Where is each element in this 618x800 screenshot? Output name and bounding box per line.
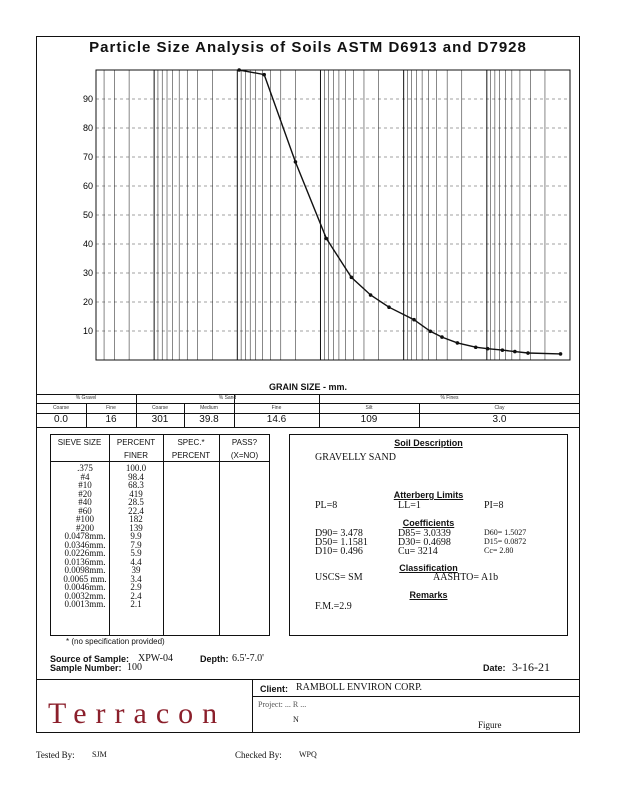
data-point bbox=[325, 237, 329, 241]
percent-finer-cell: 9.9 bbox=[130, 531, 142, 541]
y-tick-label: 10 bbox=[82, 326, 93, 336]
value-silt: 109 bbox=[360, 414, 378, 425]
source-label: Source of Sample: bbox=[50, 654, 130, 664]
checked-by-value: WPQ bbox=[299, 750, 317, 759]
atterberg-heading: Atterberg Limits bbox=[393, 490, 464, 500]
d50: D50= 1.1581 bbox=[315, 537, 368, 548]
sieve-size-cell: 0.0032mm. bbox=[64, 590, 106, 601]
d10: D10= 0.496 bbox=[315, 546, 363, 557]
sieve-size-cell: #200 bbox=[76, 522, 94, 533]
col-header-pass: PASS? (X=NO) bbox=[230, 438, 259, 460]
plasticity-index: PI=8 bbox=[484, 500, 504, 511]
data-point bbox=[486, 347, 490, 351]
percent-finer-cell: 139 bbox=[129, 522, 143, 533]
y-tick-label: 40 bbox=[82, 239, 93, 249]
y-tick-label: 60 bbox=[82, 181, 93, 191]
liquid-limit: LL=1 bbox=[398, 500, 421, 511]
coefficients-heading: Coefficients bbox=[402, 518, 455, 528]
percent-finer-cell: 2.4 bbox=[130, 590, 142, 601]
fines-header: % Fines bbox=[440, 395, 459, 401]
report-title: Particle Size Analysis of Soils ASTM D6913 and D7928 bbox=[89, 39, 527, 56]
data-point bbox=[429, 329, 433, 333]
sample-number-label: Sample Number: bbox=[50, 663, 122, 673]
subheader-fine-gravel: Fine bbox=[106, 405, 116, 411]
sieve-size-cell: 0.0346mm. bbox=[64, 539, 106, 550]
percent-finer-cell: 39 bbox=[131, 565, 141, 575]
y-tick-label: 70 bbox=[82, 152, 93, 162]
data-point bbox=[262, 73, 266, 77]
subheader-clay: Clay bbox=[494, 405, 505, 411]
fineness-modulus: F.M.=2.9 bbox=[315, 601, 352, 612]
sieve-size-cell: #100 bbox=[76, 514, 94, 524]
sieve-size-cell: #60 bbox=[78, 505, 92, 516]
d60: D60= 1.5027 bbox=[484, 528, 527, 537]
data-point bbox=[237, 68, 241, 72]
client-value: RAMBOLL ENVIRON CORP. bbox=[296, 682, 423, 693]
gravel-header: % Gravel bbox=[75, 395, 97, 401]
col-header-percent-finer: PERCENT FINER bbox=[116, 438, 156, 460]
uscs: USCS= SM bbox=[315, 572, 363, 583]
percent-finer-cell: 4.4 bbox=[130, 556, 142, 567]
tested-by-value: SJM bbox=[92, 750, 107, 759]
plastic-limit: PL=8 bbox=[315, 500, 338, 511]
sample-number-value: 100 bbox=[127, 662, 142, 673]
data-point bbox=[294, 160, 298, 164]
data-point bbox=[526, 351, 530, 355]
data-point bbox=[387, 305, 391, 309]
data-point bbox=[369, 293, 373, 297]
sieve-size-cell: #20 bbox=[78, 488, 92, 499]
data-point bbox=[513, 350, 517, 354]
d15: D15= 0.0872 bbox=[484, 537, 527, 546]
data-point bbox=[559, 352, 563, 356]
company-logo: Terracon bbox=[48, 697, 227, 730]
subheader-medium-sand: Medium bbox=[200, 405, 218, 411]
percent-finer-cell: 100.0 bbox=[125, 463, 147, 473]
d85: D85= 3.0339 bbox=[398, 528, 451, 539]
sieve-size-cell: 0.0136mm. bbox=[64, 556, 106, 567]
divider bbox=[252, 696, 580, 697]
divider bbox=[36, 679, 580, 680]
sieve-size-cell: 0.0065 mm. bbox=[63, 573, 107, 584]
y-tick-label: 80 bbox=[82, 123, 93, 133]
sieve-size-cell: #4 bbox=[80, 471, 90, 482]
d90: D90= 3.478 bbox=[315, 528, 363, 539]
percent-finer-cell: 68.3 bbox=[128, 480, 144, 490]
divider bbox=[36, 403, 580, 404]
percent-finer-column bbox=[109, 464, 163, 609]
date-label: Date: bbox=[483, 663, 506, 673]
project-line: Project: ... R ... bbox=[258, 700, 307, 709]
subheader-fine-sand: Fine bbox=[271, 405, 282, 411]
percent-finer-cell: 182 bbox=[129, 514, 143, 524]
value-coarse-gravel: 0.0 bbox=[54, 414, 68, 425]
gradation-chart bbox=[36, 60, 580, 380]
project-number: N bbox=[293, 715, 299, 724]
percent-finer-cell: 28.5 bbox=[128, 497, 144, 507]
value-fine-gravel: 16 bbox=[105, 414, 117, 425]
classification-heading: Classification bbox=[399, 563, 458, 573]
y-tick-label: 30 bbox=[82, 268, 93, 278]
data-point bbox=[501, 348, 505, 352]
percent-finer-cell: 2.1 bbox=[130, 599, 142, 609]
data-point bbox=[456, 341, 460, 345]
sieve-size-cell: .375 bbox=[77, 463, 93, 473]
sieve-size-cell: #40 bbox=[78, 497, 92, 507]
remarks-heading: Remarks bbox=[409, 590, 448, 600]
divider bbox=[252, 679, 253, 733]
subheader-coarse-gravel: Coarse bbox=[52, 405, 70, 411]
data-point bbox=[474, 345, 478, 349]
col-header-sieve-size: SIEVE SIZE bbox=[57, 438, 102, 447]
sand-header: % Sand bbox=[218, 395, 237, 401]
depth-value: 6.5'-7.0' bbox=[232, 653, 264, 664]
percent-finer-cell: 2.9 bbox=[130, 582, 142, 592]
divider bbox=[163, 434, 164, 636]
percent-finer-cell: 98.4 bbox=[128, 471, 144, 482]
percent-finer-cell: 3.4 bbox=[130, 573, 142, 584]
value-clay: 3.0 bbox=[492, 414, 507, 425]
figure-label: Figure bbox=[478, 720, 502, 730]
percent-finer-cell: 5.9 bbox=[130, 548, 142, 558]
sieve-size-cell: 0.0013mm. bbox=[64, 599, 106, 609]
data-point bbox=[350, 276, 354, 280]
depth-label: Depth: bbox=[200, 654, 229, 664]
date-value: 3-16-21 bbox=[512, 660, 550, 674]
soil-description-text: GRAVELLY SAND bbox=[315, 452, 396, 463]
d30: D30= 0.4698 bbox=[398, 537, 451, 548]
sieve-size-cell: #10 bbox=[78, 480, 92, 490]
soil-description-heading: Soil Description bbox=[394, 438, 463, 448]
spec-footnote: * (no specification provided) bbox=[66, 637, 165, 646]
value-coarse-sand: 301 bbox=[151, 414, 169, 425]
subheader-silt: Silt bbox=[365, 405, 373, 411]
data-point bbox=[440, 335, 444, 339]
source-value: XPW-04 bbox=[138, 653, 173, 664]
value-medium-sand: 39.8 bbox=[199, 414, 219, 425]
percent-finer-cell: 22.4 bbox=[128, 505, 144, 516]
tested-by-label: Tested By: bbox=[36, 750, 75, 760]
percent-finer-cell: 419 bbox=[129, 488, 143, 499]
col-header-spec-percent: SPEC.* PERCENT bbox=[171, 438, 211, 460]
cc: Cc= 2.80 bbox=[484, 546, 514, 555]
data-point bbox=[412, 318, 416, 322]
sieve-size-cell: 0.0226mm. bbox=[64, 548, 106, 558]
x-axis-label: GRAIN SIZE - mm. bbox=[268, 382, 347, 392]
sieve-size-cell: 0.0098mm. bbox=[64, 565, 106, 575]
divider bbox=[36, 427, 580, 428]
checked-by-label: Checked By: bbox=[235, 750, 282, 760]
client-label: Client: bbox=[260, 684, 288, 694]
percent-finer-cell: 7.9 bbox=[130, 539, 142, 550]
sieve-size-cell: 0.0478mm. bbox=[64, 531, 106, 541]
value-fine-sand: 14.6 bbox=[266, 414, 287, 425]
subheader-coarse-sand: Coarse bbox=[151, 405, 169, 411]
sieve-size-cell: 0.0046mm. bbox=[64, 582, 106, 592]
cu: Cu= 3214 bbox=[398, 546, 438, 557]
gradation-curve bbox=[239, 70, 560, 354]
y-tick-label: 90 bbox=[82, 94, 93, 104]
aashto: AASHTO= A1b bbox=[433, 572, 499, 583]
divider bbox=[219, 434, 220, 636]
y-tick-label: 50 bbox=[82, 210, 93, 220]
y-tick-label: 20 bbox=[82, 297, 93, 307]
